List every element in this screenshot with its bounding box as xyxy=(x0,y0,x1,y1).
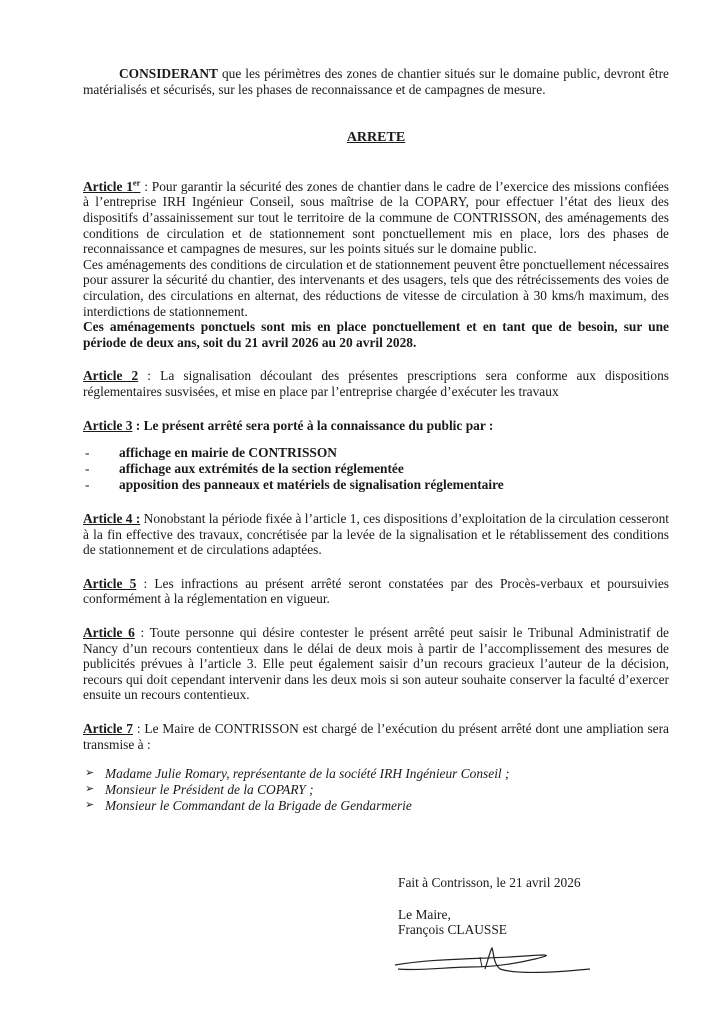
article-5-text: Les infractions au présent arrêté seront constatées par des Procès-verbaux et poursuivies conformément à la réglementation en vigueur. xyxy=(83,575,670,607)
article-1-text: Pour garantir la sécurité des zones de chantier dans le cadre de l’exercice des missions confiées à l’entreprise IRH Ingénieur Conseil, sous maîtrise de la COPARY, pour effectuer l’état des lieux des dispositifs d’assainissement sur tout le territoire de la commune de CONTRISSON, des aménagements des conditions de circulation et de stationnement sont ponctuellement mis en place, lors des phases de reconnaissance et campagnes de mesures, sur les points situés sur le domaine public. xyxy=(83,178,670,257)
article-1-period-notice: Ces aménagements ponctuels sont mis en place ponctuellement et en tant que de besoin, sur une période de deux ans, soit du 21 avril 2026 au 20 avril 2028. xyxy=(83,319,669,350)
article-7 xyxy=(83,721,669,814)
dash-bullet-icon: - xyxy=(85,477,90,493)
recipient-item xyxy=(83,782,669,798)
list-item xyxy=(83,477,669,493)
article-3-text: Le présent arrêté sera porté à la connaissance du public par : xyxy=(143,417,494,433)
recipient-text: Monsieur le Président de la COPARY ; xyxy=(105,782,314,798)
article-5-label: Article 5 xyxy=(83,575,137,591)
article-4 xyxy=(83,511,669,558)
article-3-separator: : xyxy=(132,417,144,433)
list-item-text: apposition des panneaux et matériels de signalisation réglementaire xyxy=(119,477,504,493)
article-2-label: Article 2 xyxy=(83,368,139,384)
arrow-bullet-icon: ➢ xyxy=(85,767,95,780)
article-7-separator: : xyxy=(132,721,145,737)
signatory-name: François CLAUSSE xyxy=(398,922,507,938)
article-1-label-text: Article 1 xyxy=(83,178,133,194)
article-2-text: La signalisation découlant des présentes prescriptions sera conforme aux dispositions réglementaires susvisées, et mise en place par l’entreprise chargée d’exécuter les travaux xyxy=(83,368,669,399)
article-1 xyxy=(83,179,669,351)
article-6-text: Toute personne qui désire contester le présent arrêté peut saisir le Tribunal Administratif de Nancy d’un recours contentieux dans le délai de deux mois à partir de l’accomplissement des mesures de publicités prévues à l’article 3. Elle peut également saisir d’un recours gracieux l’auteur de la décision, recours qui doit cependant intervenir dans les deux mois si son auteur souhaite conserver la faculté d’exercer ensuite un recours contentieux. xyxy=(83,625,669,703)
list-item xyxy=(83,461,669,477)
recipient-text: Madame Julie Romary, représentante de la société IRH Ingénieur Conseil ; xyxy=(105,766,510,782)
list-item-text: affichage en mairie de CONTRISSON xyxy=(119,445,337,461)
signature-block xyxy=(398,875,678,938)
recipients-list xyxy=(83,766,669,814)
dash-bullet-icon: - xyxy=(85,461,90,477)
list-item-text: affichage aux extrémités de la section réglementée xyxy=(119,461,404,477)
article-1-separator: : xyxy=(140,178,152,194)
article-4-label: Article 4 : xyxy=(83,511,141,527)
signatory-role: Le Maire, xyxy=(398,906,451,922)
document-page xyxy=(83,66,669,814)
article-5-separator: : xyxy=(136,575,155,591)
arrow-bullet-icon: ➢ xyxy=(85,783,95,796)
publication-list xyxy=(83,445,669,493)
article-6-label: Article 6 xyxy=(83,625,135,641)
dash-bullet-icon: - xyxy=(85,445,90,461)
considerant-keyword: CONSIDERANT xyxy=(119,66,218,81)
article-4-text: Nonobstant la période fixée à l’article 1, ces dispositions d’exploitation de la circulation cesseront à la fin effective des travaux, concrétisée par la levée de la signalisation et le rétablissement des conditions de stationnement et de circulations adaptées. xyxy=(83,511,669,558)
recipient-item xyxy=(83,766,669,782)
article-7-paragraph xyxy=(83,721,669,752)
article-6 xyxy=(83,625,669,703)
article-6-separator: : xyxy=(134,625,150,641)
article-3 xyxy=(83,418,669,494)
considerant-paragraph xyxy=(83,66,669,97)
article-1-label xyxy=(83,179,140,194)
handwritten-signature-icon xyxy=(390,945,600,975)
article-3-label: Article 3 xyxy=(83,417,133,433)
article-2-separator: : xyxy=(138,368,161,384)
article-2 xyxy=(83,368,669,399)
arrow-bullet-icon: ➢ xyxy=(85,799,95,812)
article-5 xyxy=(83,576,669,607)
article-7-text: Le Maire de CONTRISSON est chargé de l’exécution du présent arrêté dont une ampliation sera transmise à : xyxy=(83,721,669,752)
article-7-label: Article 7 xyxy=(83,721,133,737)
considerant-text: que les périmètres des zones de chantier situés sur le domaine public, devront être matérialisés et sécurisés, sur les phases de reconnaissance et de campagnes de mesure. xyxy=(83,66,669,97)
list-item xyxy=(83,445,669,461)
article-1-paragraph-1 xyxy=(83,179,669,257)
decree-title: ARRETE xyxy=(346,130,406,146)
recipient-text: Monsieur le Commandant de la Brigade de Gendarmerie xyxy=(105,798,412,814)
place-date: Fait à Contrisson, le 21 avril 2026 xyxy=(398,875,581,890)
article-1-paragraph-2: Ces aménagements des conditions de circulation et de stationnement peuvent être ponctuellement nécessaires pour assurer la sécurité du chantier, des intervenants et des usagers, tels que des rétrécissements des voies de circulation, des circulations en alternat, des réductions de vitesse de circulation à 30 kms/h maximum, des interdictions de stationnement. xyxy=(83,256,670,319)
article-3-heading xyxy=(83,418,669,434)
recipient-item xyxy=(83,798,669,814)
article-1-superscript: er xyxy=(132,177,141,188)
